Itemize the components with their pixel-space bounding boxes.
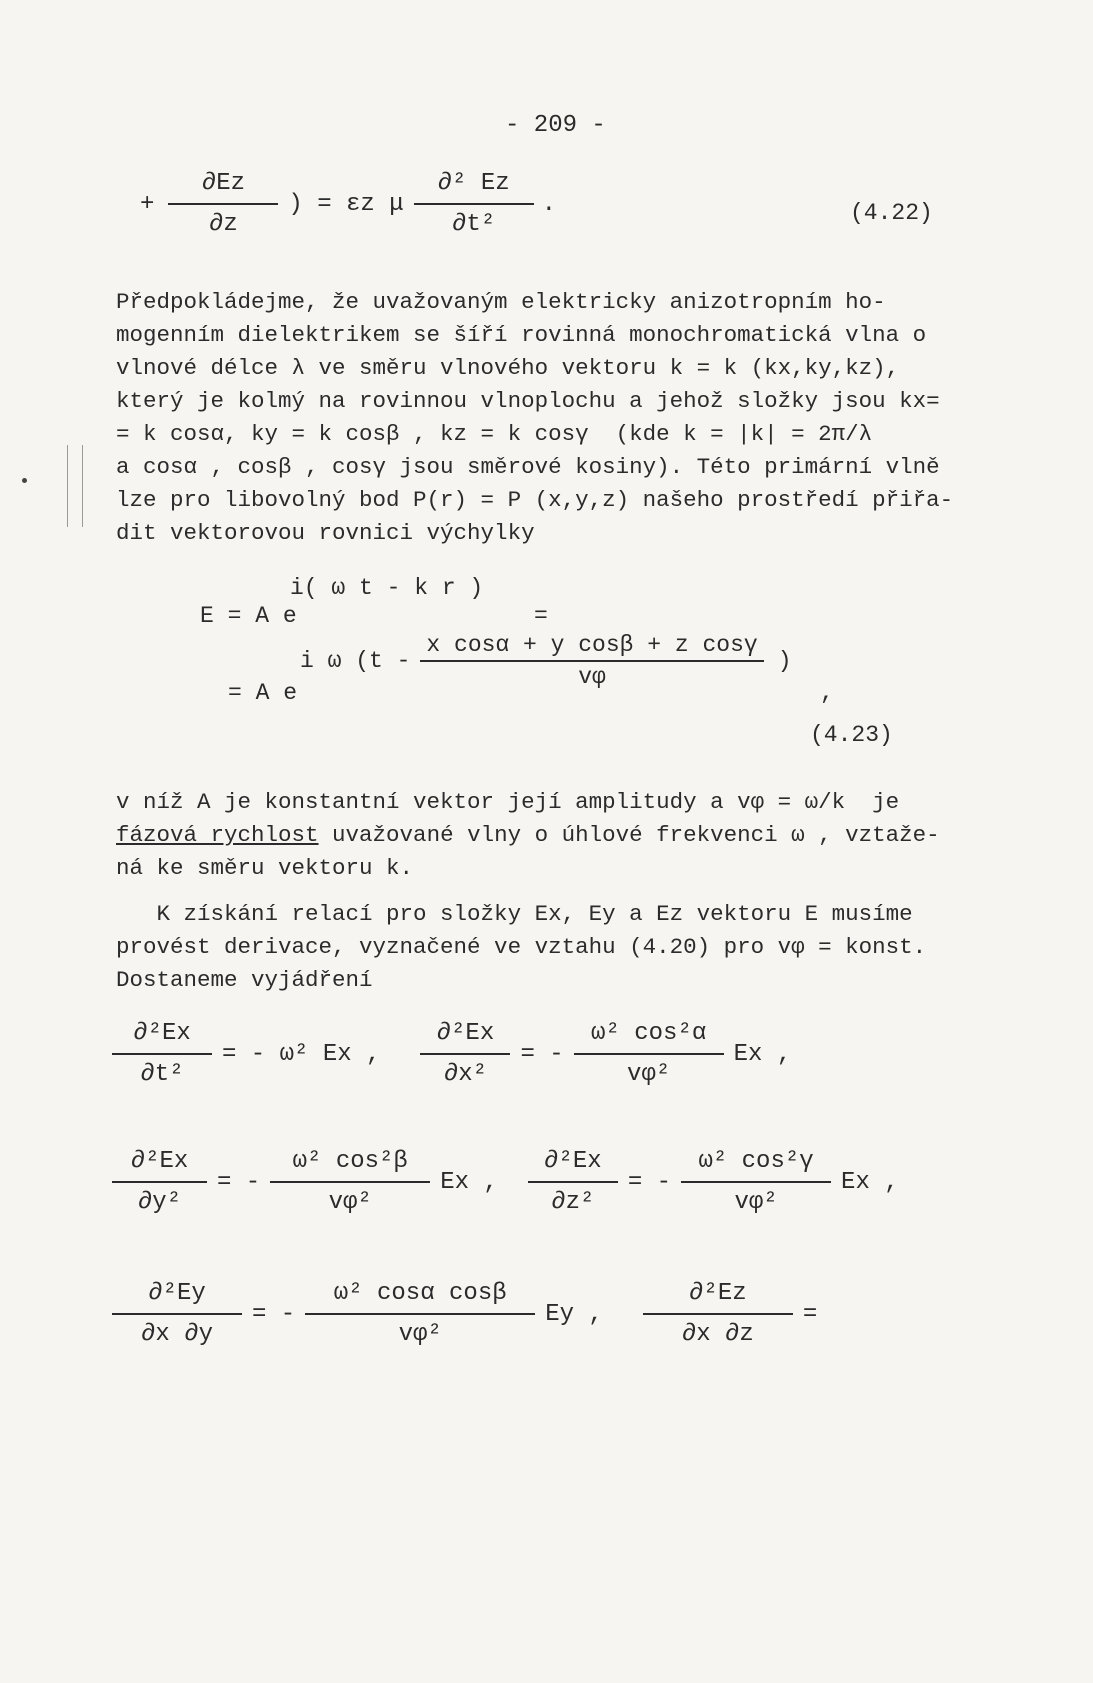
eq-denominator: ∂x ∂z xyxy=(681,1321,754,1348)
eq-4-23-line1-exponent: i( ω t - k r ) xyxy=(290,575,484,601)
eq-end: Ey , xyxy=(545,1300,603,1328)
eq-numerator: ∂²Ex xyxy=(133,1020,191,1047)
equation-row-2 xyxy=(112,1148,909,1216)
eq-numerator: ω² cos²α xyxy=(591,1020,707,1047)
text-line: v níž A je konstantní vektor její amplitudy a vφ = ω/k je xyxy=(116,789,900,815)
eq-numerator: ∂²Ex xyxy=(544,1148,602,1175)
eq-numerator: ∂²Ex xyxy=(130,1148,189,1175)
text-line: mogenním dielektrikem se šíří rovinná monochromatická vlna o xyxy=(116,322,927,348)
page-number: - 209 - xyxy=(505,112,606,139)
eq-denominator: ∂z xyxy=(209,211,238,238)
eq-numerator: ω² cos²γ xyxy=(698,1148,814,1175)
eq-lead: + xyxy=(140,190,155,218)
eq-denominator: ∂x² xyxy=(443,1061,488,1088)
eq-fraction xyxy=(643,1280,793,1348)
eq-fraction xyxy=(681,1148,831,1216)
eq-fraction xyxy=(112,1020,212,1088)
eq-end: Ex , xyxy=(733,1040,792,1068)
text-line: Předpokládejme, že uvažovaným elektricky anizotropním ho- xyxy=(116,289,886,315)
eq-4-23-line2-exponent xyxy=(300,632,792,690)
text-line xyxy=(116,819,1046,852)
eq-4-23-line1-base: E = A e xyxy=(200,603,297,629)
eq-operator: = - xyxy=(252,1300,296,1328)
eq-denominator: ∂z² xyxy=(551,1189,595,1216)
eq-operator: = - xyxy=(520,1040,564,1068)
paragraph-1 xyxy=(116,286,1046,550)
eq-numerator: ω² cosα cosβ xyxy=(333,1280,507,1307)
eq-end: Ex , xyxy=(440,1168,498,1196)
eq-numerator: ω² cos²β xyxy=(292,1148,408,1175)
eq-fraction xyxy=(112,1280,242,1348)
eq-operator: = - xyxy=(217,1168,261,1196)
eq-end: Ex , xyxy=(841,1168,899,1196)
eq-fraction xyxy=(574,1020,724,1088)
eq-denominator: ∂t² xyxy=(140,1061,184,1088)
equation-number-4-23: (4.23) xyxy=(810,722,893,748)
eq-denominator: ∂x ∂y xyxy=(140,1321,213,1348)
paragraph-3 xyxy=(116,898,1046,997)
equation-4-22 xyxy=(140,170,556,238)
eq-4-23-line2-base: = A e xyxy=(228,680,298,706)
text-line: ná ke směru vektoru k. xyxy=(116,855,414,881)
eq-exp-fraction xyxy=(420,632,763,690)
eq-numerator: ∂²Ex xyxy=(436,1020,495,1047)
eq-denominator: vφ² xyxy=(328,1189,372,1216)
eq-operator: = - ω² Ex , xyxy=(222,1040,381,1068)
eq-operator: ) = εz μ xyxy=(288,190,404,218)
eq-4-23-line2-end: , xyxy=(820,680,834,706)
text-line: Dostaneme vyjádření xyxy=(116,967,373,993)
equation-row-3 xyxy=(112,1280,827,1348)
text-line: dit vektorovou rovnici výchylky xyxy=(116,520,535,546)
text-line: provést derivace, vyznačené ve vztahu (4.20) pro vφ = konst. xyxy=(116,934,927,960)
eq-fraction-lhs xyxy=(168,170,278,238)
eq-numerator: ∂²Ez xyxy=(689,1280,747,1307)
text-line: vlnové délce λ ve směru vlnového vektoru k = k (kx,ky,kz), xyxy=(116,355,900,381)
text-span: uvažované vlny o úhlové frekvenci ω , vztaže- xyxy=(318,822,940,848)
eq-denominator: vφ² xyxy=(734,1189,778,1216)
eq-denominator: vφ xyxy=(578,664,606,690)
eq-exp-prefix: i ω (t - xyxy=(300,648,411,674)
eq-denominator: ∂y² xyxy=(137,1189,182,1216)
eq-end: . xyxy=(541,190,557,218)
eq-fraction xyxy=(528,1148,618,1216)
eq-denominator: vφ² xyxy=(627,1061,671,1088)
eq-denominator: vφ² xyxy=(398,1321,442,1348)
text-line: K získání relací pro složky Ex, Ey a Ez vektoru E musíme xyxy=(116,901,913,927)
term-underlined: fázová rychlost xyxy=(116,822,319,848)
margin-dot xyxy=(22,478,27,483)
eq-fraction xyxy=(420,1020,510,1088)
text-line: a cosα , cosβ , cosγ jsou směrové kosiny). Této primární vlně xyxy=(116,454,940,480)
equation-number-4-22: (4.22) xyxy=(850,200,933,226)
eq-operator: = - xyxy=(627,1168,672,1196)
eq-exp-postfix: ) xyxy=(777,648,792,674)
eq-fraction-rhs xyxy=(414,170,534,238)
eq-fraction xyxy=(112,1148,207,1216)
paragraph-2 xyxy=(116,786,1046,885)
margin-mark xyxy=(67,445,83,527)
eq-4-23-line1-end: = xyxy=(534,603,548,629)
text-line: lze pro libovolný bod P(r) = P (x,y,z) našeho prostředí přiřa- xyxy=(116,487,954,513)
eq-fraction xyxy=(270,1148,430,1216)
text-line: který je kolmý na rovinnou vlnoplochu a jehož složky jsou kx= xyxy=(116,388,940,414)
eq-numerator: x cosα + y cosβ + z cosγ xyxy=(426,632,758,658)
eq-end: = xyxy=(802,1300,818,1328)
text-line: = k cosα, ky = k cosβ , kz = k cosγ (kde k = |k| = 2π/λ xyxy=(116,421,873,447)
eq-denominator: ∂t² xyxy=(452,211,496,238)
eq-numerator: ∂²Ey xyxy=(148,1280,206,1307)
equation-row-1 xyxy=(112,1020,801,1088)
eq-numerator: ∂Ez xyxy=(201,170,246,197)
eq-numerator: ∂² Ez xyxy=(437,170,510,197)
eq-fraction xyxy=(305,1280,535,1348)
